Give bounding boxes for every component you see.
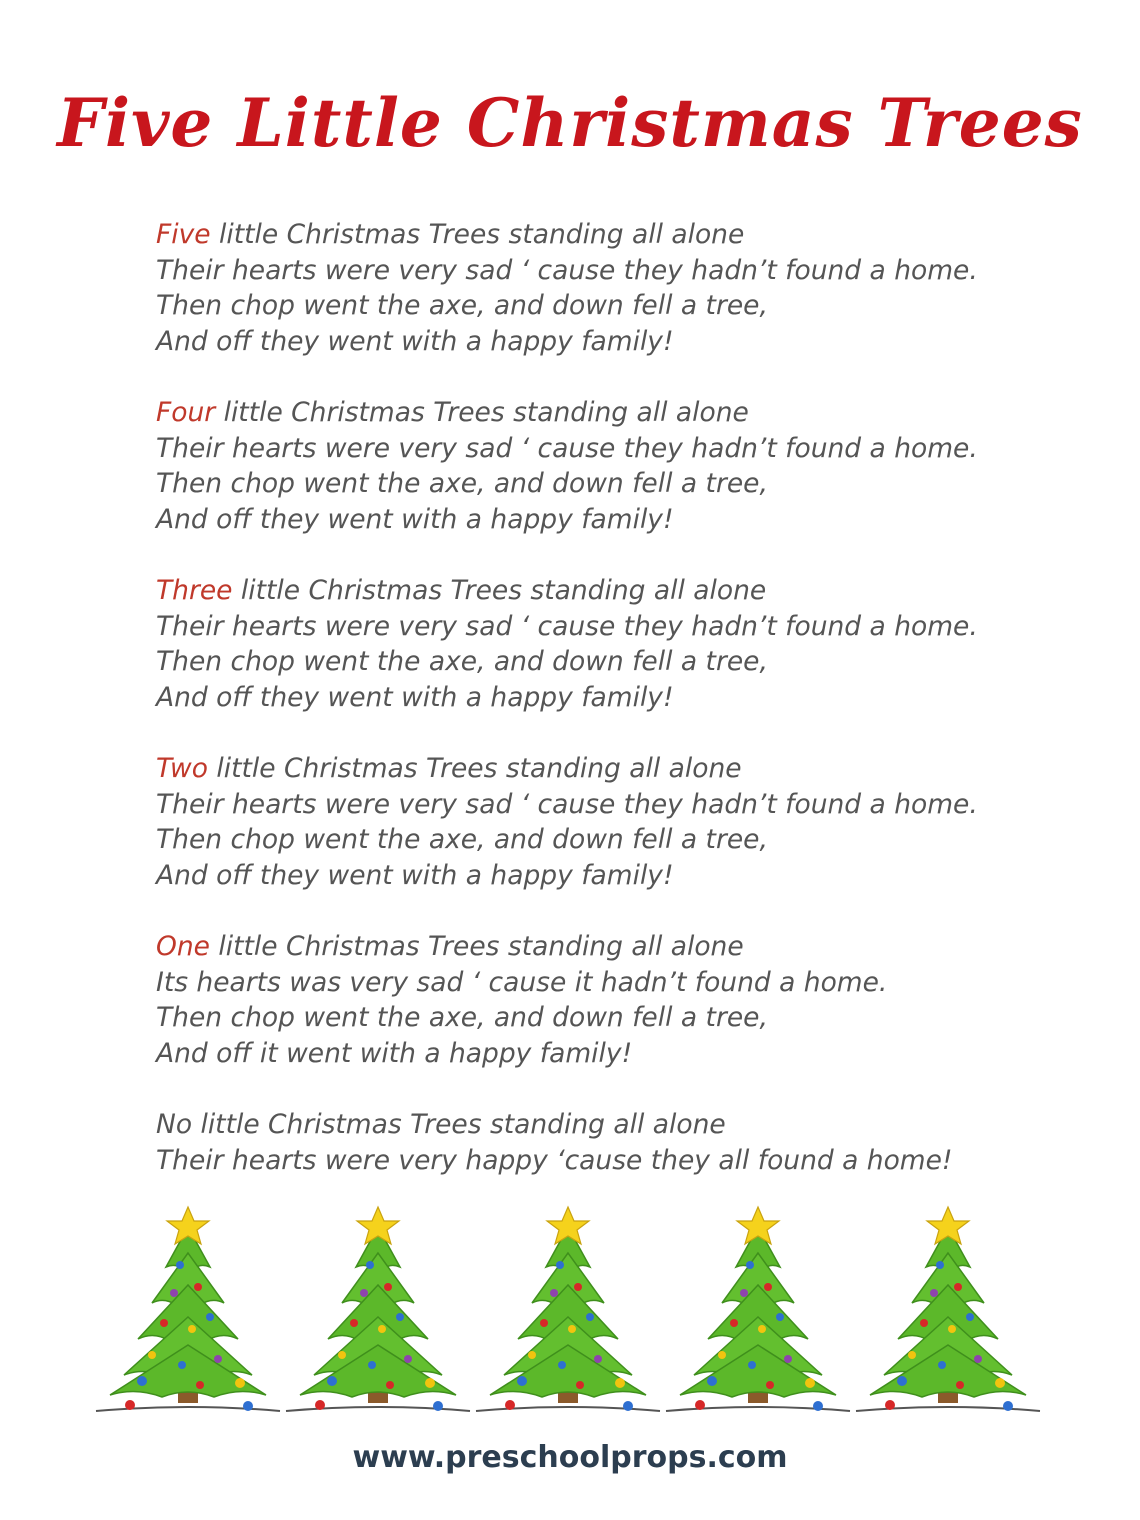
verse-line: Two little Christmas Trees standing all alone	[156, 753, 742, 784]
christmas-tree-icon	[856, 1207, 1040, 1411]
verse-line: Three little Christmas Trees standing all alone	[156, 575, 767, 606]
count-word: One	[156, 931, 210, 962]
verse-line: Their hearts were very sad ‘ cause they hadn’t found a home.	[156, 254, 978, 286]
lyrics	[156, 217, 1056, 1214]
count-word: Two	[156, 753, 208, 784]
verse-line: One little Christmas Trees standing all alone	[156, 931, 744, 962]
verse-line: Then chop went the axe, and down fell a tree,	[156, 646, 768, 677]
verse-line: And off they went with a happy family!	[156, 503, 674, 535]
verse-two	[156, 751, 1056, 893]
verse-line: Their hearts were very happy ‘cause they all found a home!	[156, 1144, 953, 1176]
count-word: Three	[156, 575, 233, 606]
verse-line: Four little Christmas Trees standing all alone	[156, 397, 749, 428]
verse-line: Then chop went the axe, and down fell a tree,	[156, 290, 768, 321]
verse-one	[156, 929, 1056, 1071]
christmas-tree-icon	[286, 1207, 470, 1411]
verse-line: And off it went with a happy family!	[156, 1037, 633, 1069]
verse-line: And off they went with a happy family!	[156, 859, 674, 891]
page-title: Five Little Christmas Trees	[57, 84, 1083, 162]
verse-line: Their hearts were very sad ‘ cause they hadn’t found a home.	[156, 788, 978, 820]
christmas-trees-illustration	[90, 1205, 1050, 1425]
count-word: Five	[156, 219, 211, 250]
verse-four	[156, 395, 1056, 537]
verse-five	[156, 217, 1056, 359]
christmas-tree-icon	[666, 1207, 850, 1411]
verse-line: And off they went with a happy family!	[156, 681, 674, 713]
footer-url[interactable]: www.preschoolprops.com	[352, 1440, 788, 1475]
verse-line: Its hearts was very sad ‘ cause it hadn’t found a home.	[156, 966, 888, 998]
verse-line: Their hearts were very sad ‘ cause they hadn’t found a home.	[156, 432, 978, 464]
verse-three	[156, 573, 1056, 715]
verse-line: Then chop went the axe, and down fell a tree,	[156, 468, 768, 499]
verse-line: No little Christmas Trees standing all alone	[156, 1109, 726, 1140]
verse-line: Then chop went the axe, and down fell a tree,	[156, 1002, 768, 1033]
verse-line: Then chop went the axe, and down fell a tree,	[156, 824, 768, 855]
verse-line: And off they went with a happy family!	[156, 325, 674, 357]
verse-line: Five little Christmas Trees standing all alone	[156, 219, 745, 250]
verse-line: Their hearts were very sad ‘ cause they hadn’t found a home.	[156, 610, 978, 642]
verse-none	[156, 1107, 1056, 1178]
christmas-tree-icon	[96, 1207, 280, 1411]
christmas-tree-icon	[476, 1207, 660, 1411]
count-word: Four	[156, 397, 216, 428]
